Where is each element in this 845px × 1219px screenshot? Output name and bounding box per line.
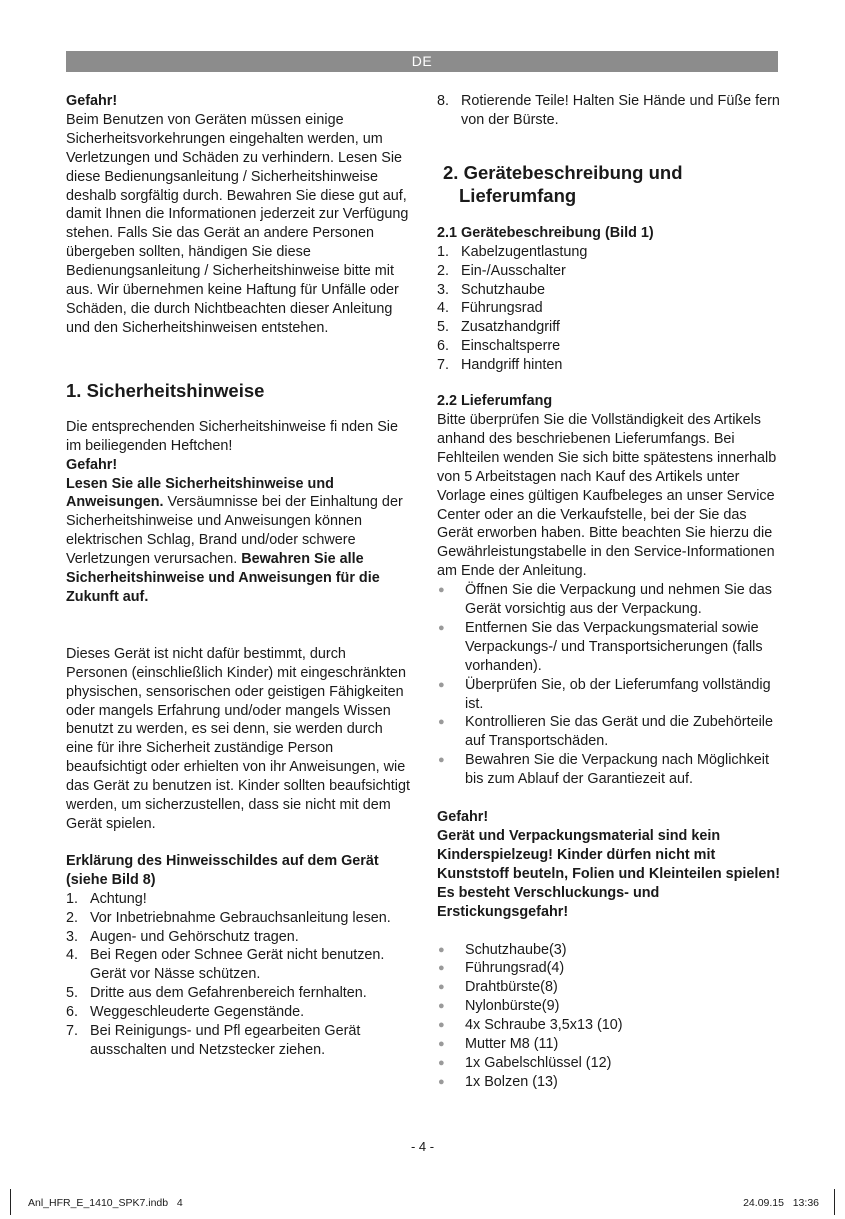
- list-item: [437, 281, 780, 300]
- item-text: Führungsrad: [461, 300, 543, 317]
- list-item: [66, 984, 411, 1003]
- item-number: 1.: [437, 243, 450, 260]
- parts-list: [437, 941, 780, 1092]
- list-item: [437, 262, 780, 281]
- list-item: [437, 751, 780, 789]
- item-text: Achtung!: [90, 890, 147, 907]
- bullet-icon: ●: [438, 1056, 445, 1069]
- right-column: [437, 92, 780, 1092]
- item-text: Bei Reinigungs- und Pfl egearbeiten Gerät ausschalten und Netzstecker ziehen.: [90, 1023, 361, 1058]
- sign-list: [66, 890, 411, 1060]
- item-text: 4x Schraube 3,5x13 (10): [465, 1017, 623, 1034]
- section2-title-line1: 2. Gerätebeschreibung und: [443, 161, 683, 183]
- list-item: [437, 978, 780, 997]
- section1-title: 1. Sicherheitshinweise: [66, 379, 265, 401]
- item-text: Vor Inbetriebnahme Gebrauchsanleitung lesen.: [90, 909, 391, 926]
- list-item: [437, 997, 780, 1016]
- section2-title: [437, 161, 780, 207]
- list-item: [437, 941, 780, 960]
- s1-normal: Versäumnisse bei der Einhaltung der Sicherheitshinweise und Anweisungen können elektrischen Schlag, Brand und/oder schwere Verletzungen verursachen.: [66, 494, 403, 568]
- item-text: Mutter M8 (11): [465, 1036, 559, 1053]
- list-item: [66, 909, 411, 928]
- bullet-icon: ●: [438, 716, 445, 729]
- list-item: [437, 1054, 780, 1073]
- warn-heading: Gefahr!: [437, 809, 489, 826]
- unpack-list: [437, 581, 780, 789]
- bullet-icon: ●: [438, 1019, 445, 1032]
- intro-text: Beim Benutzen von Geräten müssen einige Sicherheitsvorkehrungen eingehalten werden, um Verletzungen und Schäden zu verhindern. Lesen Sie diese Bedienungsanleitung / Sicherheitshinweise deshalb sorgfältig durch. Bewahren Sie diese gut auf, damit Ihnen die Informationen jederzeit zur Verfügung stehen. Falls Sie das Gerät an andere Personen übergeben sollten, händigen Sie diese Bedienungsanleitung / Sicherheitshinweise bitte mit aus. Wir übernehmen keine Haftung für Unfälle oder Schäden, die durch Nichtbeachten dieser Anleitung und den Sicherheitshinweisen entstehen.: [66, 111, 409, 336]
- footer-filename: Anl_HFR_E_1410_SPK7.indb 4: [28, 1197, 183, 1209]
- item-number: 7.: [437, 357, 450, 374]
- item-text: Bewahren Sie die Verpackung nach Möglichkeit bis zum Ablauf der Garantiezeit auf.: [465, 752, 769, 788]
- item-number: 3.: [66, 928, 79, 945]
- list-item: [66, 946, 411, 984]
- left-column: [66, 92, 411, 1060]
- item-text: Handgriff hinten: [461, 357, 563, 374]
- list-item: [437, 1073, 780, 1092]
- list-item: [437, 619, 780, 676]
- bullet-icon: ●: [438, 943, 445, 956]
- item-text: Führungsrad(4): [465, 960, 565, 977]
- bullet-icon: ●: [438, 1038, 445, 1051]
- item-number: 1.: [66, 890, 79, 907]
- item-text: 1x Gabelschlüssel (12): [465, 1054, 612, 1071]
- list-item: [437, 299, 780, 318]
- sub22-text: Bitte überprüfen Sie die Vollständigkeit des Artikels anhand des beschriebenen Lieferumfangs. Bei Fehlteilen wenden Sie sich bitte spätestens innerhalb von 5 Arbeitstagen nach Kauf des Artikels unter Vorlage eines gültigen Kaufbeleges an unser Service Center oder an die Verkaufstelle, bei der Sie das Gerät erworben haben. Bitte beachten Sie hierzu die Gewährleistungstabelle in den Service-Informationen am Ende der Anleitung.: [437, 411, 777, 580]
- item-text: Schutzhaube: [461, 281, 546, 298]
- crop-mark-right: [834, 1189, 835, 1215]
- item-number: 3.: [437, 281, 450, 298]
- warn-text: Gerät und Verpackungsmaterial sind kein Kinderspielzeug! Kinder dürfen nicht mit Kunststoff beuteln, Folien und Kleinteilen spielen! Es besteht Verschluckungs- und Erstickungsgefahr!: [437, 828, 780, 920]
- s1-bold-1: Lesen Sie alle Sicherheitshinweise und Anweisungen.: [66, 475, 334, 511]
- bullet-icon: ●: [438, 1075, 445, 1088]
- item-number: 4.: [437, 300, 450, 317]
- list-item: [437, 1016, 780, 1035]
- list-item: [437, 356, 780, 375]
- bullet-icon: ●: [438, 981, 445, 994]
- item-text: Kabelzugentlastung: [461, 243, 588, 260]
- item-text: Schutzhaube(3): [465, 941, 567, 958]
- item-number: 2.: [437, 262, 450, 279]
- page-number: - 4 -: [410, 1139, 435, 1154]
- bullet-icon: ●: [438, 962, 445, 975]
- list-item: [437, 337, 780, 356]
- sub21-title: 2.1 Gerätebeschreibung (Bild 1): [437, 224, 654, 241]
- item-text: Überprüfen Sie, ob der Lieferumfang vollständig ist.: [465, 676, 771, 712]
- item-text: Öffnen Sie die Verpackung und nehmen Sie das Gerät vorsichtig aus der Verpackung.: [465, 582, 772, 618]
- crop-mark-left: [10, 1189, 11, 1215]
- sub22-title: 2.2 Lieferumfang: [437, 393, 553, 410]
- list-item: [437, 713, 780, 751]
- item-number: 5.: [437, 319, 450, 336]
- device-list: [437, 243, 780, 375]
- item-text: Rotierende Teile! Halten Sie Hände und Füße fern von der Bürste.: [461, 93, 780, 128]
- s1-gefahr: Gefahr!: [66, 456, 118, 473]
- item-text: Nylonbürste(9): [465, 998, 560, 1015]
- item-text: Entfernen Sie das Verpackungsmaterial sowie Verpackungs-/ und Transportsicherungen (falls vorhanden).: [465, 619, 763, 674]
- s1-para2: Dieses Gerät ist nicht dafür bestimmt, durch Personen (einschließlich Kinder) mit eingeschränkten physischen, sensorischen oder geistigen Fähigkeiten oder mangels Erfahrung und/oder mangels Wissen benutzt zu werden, es sei denn, sie werden durch eine für ihre Sicherheit zuständige Person beaufsichtigt oder erhielten von ihr Anweisungen, wie das Gerät zu benutzen ist. Kinder sollten beaufsichtigt werden, um sicherzustellen, dass sie nicht mit dem Gerät spielen.: [66, 645, 410, 832]
- list-item: [437, 581, 780, 619]
- item-text: Bei Regen oder Schnee Gerät nicht benutzen. Gerät vor Nässe schützen.: [90, 947, 385, 983]
- list-item: [66, 1003, 411, 1022]
- list-item: [66, 1022, 411, 1060]
- section2-title-line2: Lieferumfang: [459, 184, 577, 206]
- item-text: Dritte aus dem Gefahrenbereich fernhalten.: [90, 985, 367, 1002]
- language-label: DE: [411, 53, 433, 69]
- item-text: Einschaltsperre: [461, 338, 561, 355]
- list-item: [437, 318, 780, 337]
- bullet-icon: ●: [438, 584, 445, 597]
- bullet-icon: ●: [438, 678, 445, 691]
- list-item: [437, 676, 780, 714]
- s1-bold-2: Bewahren Sie alle Sicherheitshinweise und Anweisungen für die Zukunft auf.: [66, 551, 380, 605]
- item-text: Weggeschleuderte Gegenstände.: [90, 1004, 305, 1021]
- list-item: [66, 890, 411, 909]
- item-text: Drahtbürste(8): [465, 979, 558, 996]
- bullet-icon: ●: [438, 1000, 445, 1013]
- s1-intro: Die entsprechenden Sicherheitshinweise fi nden Sie im beiliegenden Heftchen!: [66, 418, 398, 454]
- s1-warning-paragraph: [66, 475, 411, 607]
- list-item: [437, 92, 780, 130]
- item-text: Ein-/Ausschalter: [461, 262, 566, 279]
- language-bar: [66, 51, 778, 72]
- bullet-icon: ●: [438, 754, 445, 767]
- list-item: [66, 928, 411, 947]
- item-text: Augen- und Gehörschutz tragen.: [90, 928, 299, 945]
- item-number: 6.: [437, 338, 450, 355]
- bullet-icon: ●: [438, 621, 445, 634]
- item-text: Kontrollieren Sie das Gerät und die Zubehörteile auf Transportschäden.: [465, 714, 773, 750]
- footer-datetime: 24.09.15 13:36: [743, 1197, 819, 1209]
- list-item: [437, 1035, 780, 1054]
- item-text: Zusatzhandgriff: [461, 319, 560, 336]
- sign-heading: Erklärung des Hinweisschildes auf dem Gerät (siehe Bild 8): [66, 852, 379, 888]
- item-number: 7.: [66, 1023, 79, 1040]
- item-number: 4.: [66, 947, 79, 964]
- item-text: 1x Bolzen (13): [465, 1073, 558, 1090]
- item-number: 8.: [437, 93, 450, 109]
- item-number: 6.: [66, 1004, 79, 1021]
- intro-heading: Gefahr!: [66, 93, 118, 109]
- item-number: 2.: [66, 909, 79, 926]
- list-item: [437, 243, 780, 262]
- list-item: [437, 959, 780, 978]
- item-number: 5.: [66, 985, 79, 1002]
